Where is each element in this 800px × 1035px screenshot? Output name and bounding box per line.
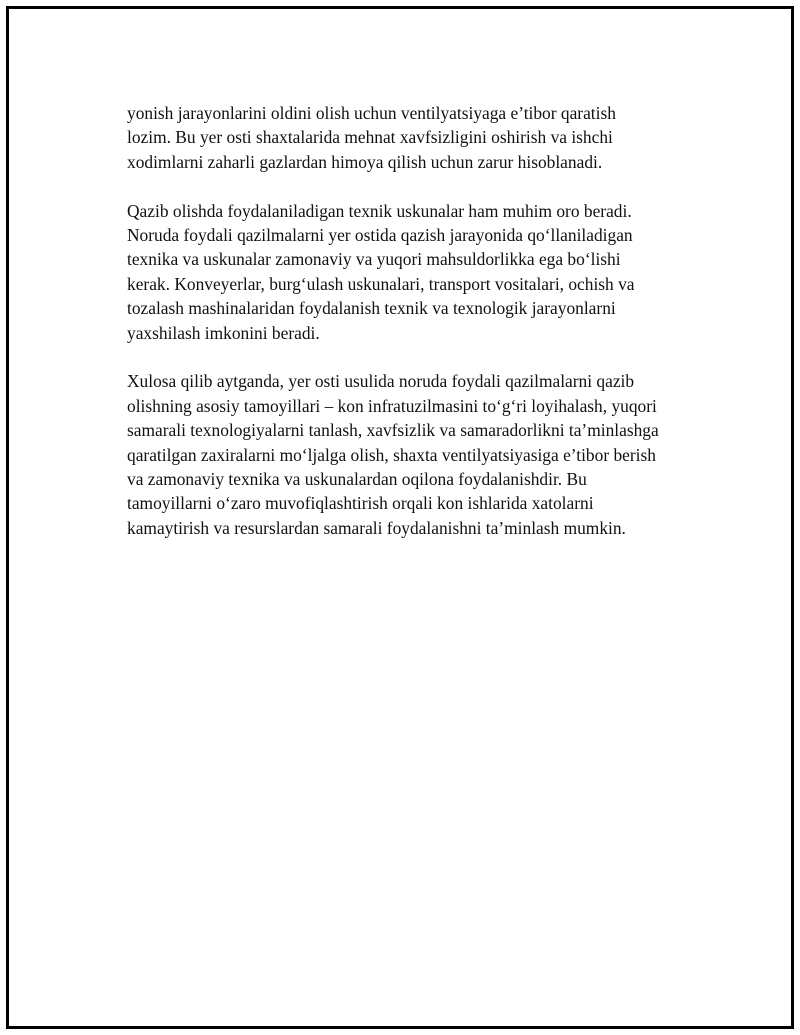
text-line: samarali texnologiyalarni tanlash, xavfsizlik va samaradorlikni ta’minlashga <box>127 420 659 441</box>
text-line: tamoyillarni o‘zaro muvofiqlashtirish orqali kon ishlarida xatolarni <box>127 493 594 514</box>
text-line: tozalash mashinalaridan foydalanish texnik va texnologik jarayonlarni <box>127 298 616 319</box>
text-line: qaratilgan zaxiralarni mo‘ljalga olish, shaxta ventilyatsiyasiga e’tibor berish <box>127 444 656 465</box>
text-line: olishning asosiy tamoyillari – kon infratuzilmasini to‘g‘ri loyihalash, yuqori <box>127 395 657 416</box>
text-line: yaxshilash imkonini beradi. <box>127 322 320 343</box>
text-line: Noruda foydali qazilmalarni yer ostida qazish jarayonida qo‘llaniladigan <box>127 225 633 246</box>
text-line: va zamonaviy texnika va uskunalardan oqilona foydalanishdir. Bu <box>127 469 587 490</box>
text-line: Qazib olishda foydalaniladigan texnik uskunalar ham muhim oro beradi. <box>127 200 632 221</box>
paragraph-equipment <box>127 199 707 345</box>
paragraph-ventilation <box>127 101 707 174</box>
document-body <box>127 101 707 565</box>
text-line: texnika va uskunalar zamonaviy va yuqori mahsuldorlikka ega bo‘lishi <box>127 249 621 270</box>
page-frame <box>6 6 794 1029</box>
text-line: yonish jarayonlarini oldini olish uchun ventilyatsiyaga e’tibor qaratish <box>127 103 616 123</box>
text-line: kerak. Konveyerlar, burg‘ulash uskunalari, transport vositalari, ochish va <box>127 273 635 294</box>
text-line: Xulosa qilib aytganda, yer osti usulida noruda foydali qazilmalarni qazib <box>127 371 635 392</box>
text-line: kamaytirish va resurslardan samarali foydalanishni ta’minlash mumkin. <box>127 517 626 538</box>
text-line: xodimlarni zaharli gazlardan himoya qilish uchun zarur hisoblanadi. <box>127 151 603 172</box>
paragraph-conclusion <box>127 369 707 540</box>
text-line: lozim. Bu yer osti shaxtalarida mehnat xavfsizligini oshirish va ishchi <box>127 127 613 148</box>
